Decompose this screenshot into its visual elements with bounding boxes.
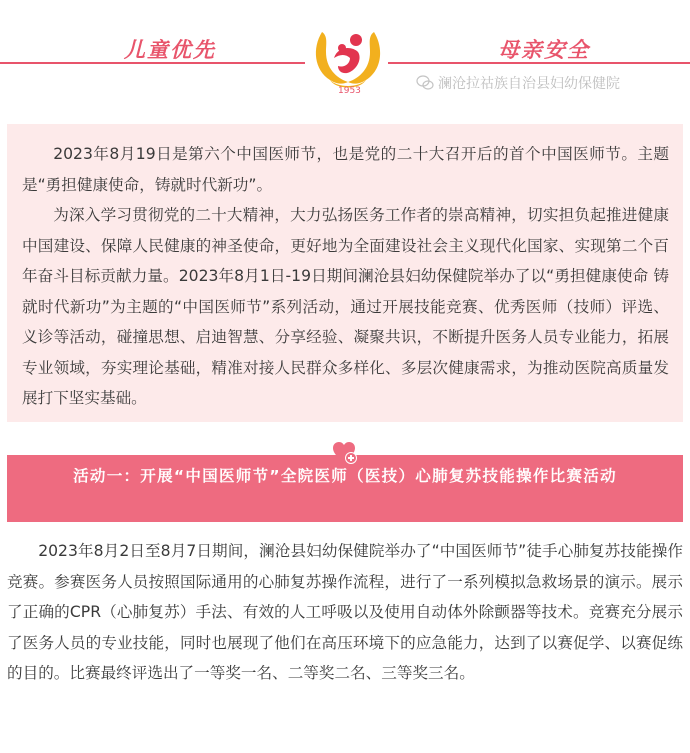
activity-paragraph: 2023年8月2日至8月7日期间，澜沧县妇幼保健院举办了“中国医师节”徒手心肺复苏技能操作竞赛。参赛医务人员按照国际通用的心肺复苏操作流程，进行了一系列模拟急救场景的演示。展示了正确的CPR（心肺复苏）手法、有效的人工呼吸以及使用自动体外除颤器等技术。竞赛充分展示了医务人员的专业技能，同时也展现了他们在高压环境下的应急能力，达到了以赛促学、以赛促练的目的。比赛最终评选出了一等奖一名、二等奖二名、三等奖三名。 [7, 542, 683, 682]
slogan-right: 母亲安全 [498, 37, 590, 62]
heart-plus-icon [332, 440, 358, 466]
logo-year: 1953 [338, 86, 361, 96]
activity-body [7, 536, 683, 689]
wechat-icon [416, 75, 434, 91]
page-header [0, 0, 690, 110]
intro-paragraph-2: 为深入学习贯彻党的二十大精神，大力弘扬医务工作者的崇高精神，切实担负起推进健康中国建设、保障人民健康的神圣使命，更好地为全面建设社会主义现代化国家、实现第二个百年奋斗目标贡献力量。2023年8月1日-19日期间澜沧县妇幼保健院举办了以“勇担健康使命 铸就时代新功”为主题的“中国医师节”系列活动，通过开展技能竞赛、优秀医师（技师）评选、义诊等活动，碰撞思想、启迪智慧、分享经验、凝聚共识，不断提升医务人员专业能力，拓展专业领域，夯实理论基础，精准对接人民群众多样化、多层次健康需求，为推动医院高质量发展打下坚实基础。 [22, 206, 669, 407]
header-divider-left [0, 62, 305, 64]
slogan-left: 儿童优先 [124, 37, 216, 62]
intro-paragraph-1: 2023年8月19日是第六个中国医师节，也是党的二十大召开后的首个中国医师节。主题是“勇担健康使命，铸就时代新功”。 [22, 145, 669, 194]
activity-title: 活动一：开展“中国医师节”全院医师（医技）心肺复苏技能操作比赛活动 [73, 467, 617, 485]
watermark [416, 73, 620, 93]
header-divider-right [388, 62, 690, 64]
watermark-text: 澜沧拉祜族自治县妇幼保健院 [438, 76, 620, 92]
intro-box [7, 124, 683, 422]
